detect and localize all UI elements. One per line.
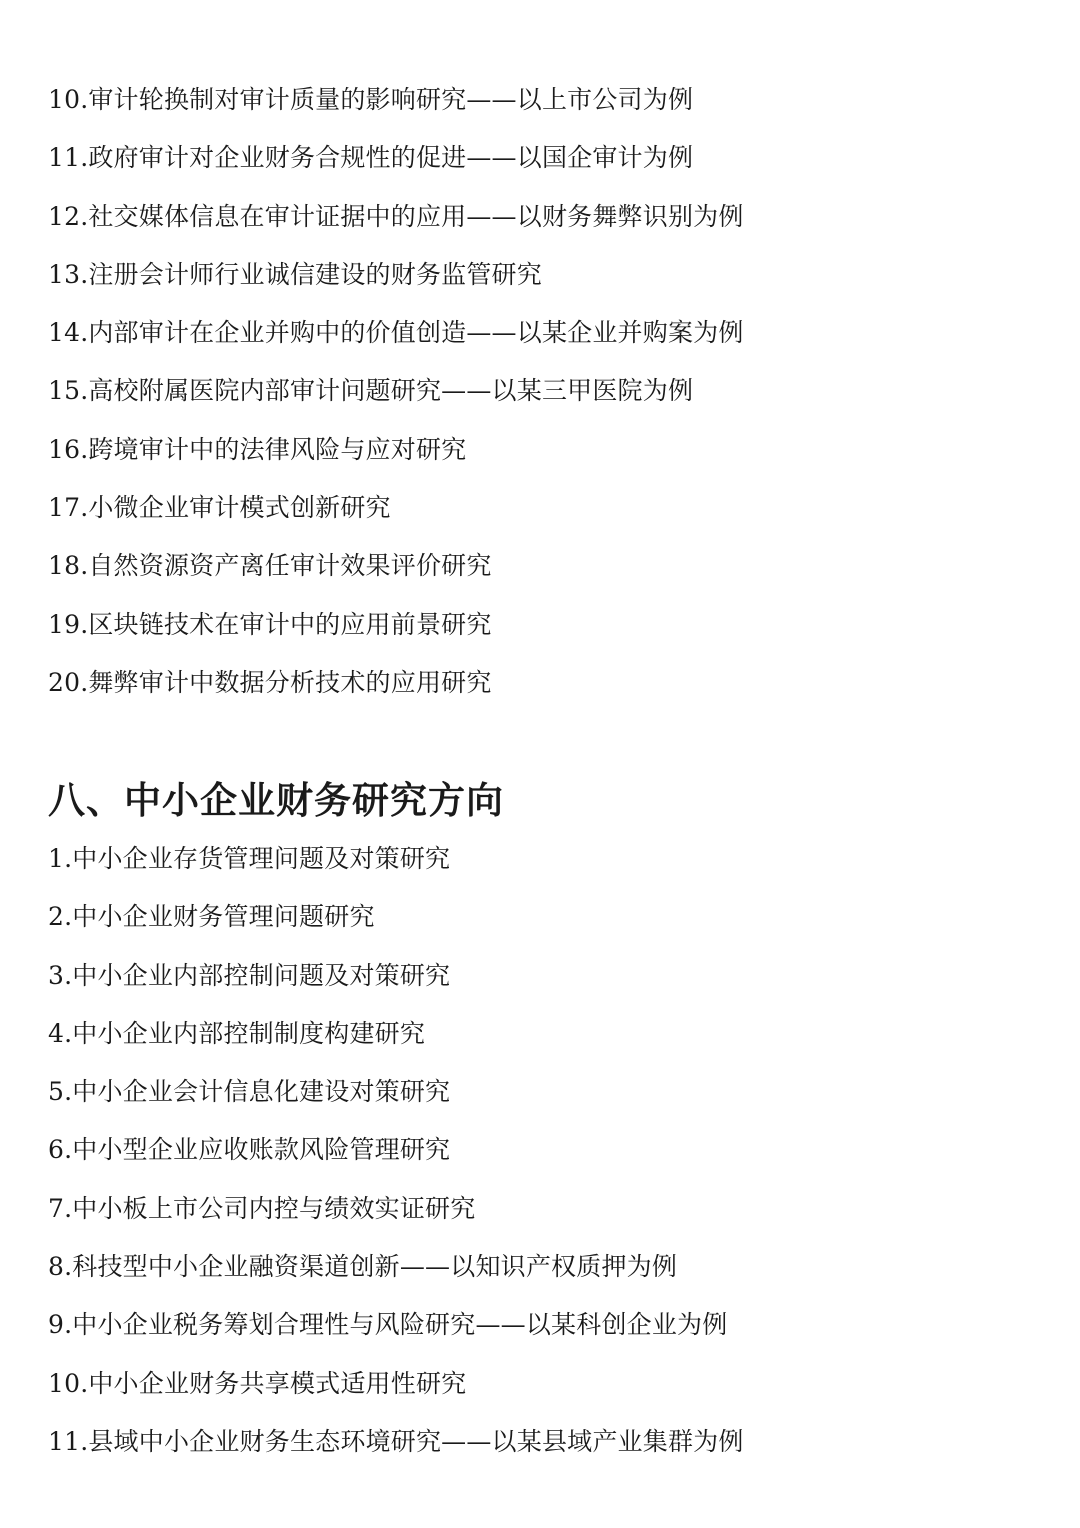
list-item: 10.审计轮换制对审计质量的影响研究——以上市公司为例: [48, 85, 694, 114]
list-item: 19.区块链技术在审计中的应用前景研究: [48, 609, 492, 639]
list-item: 10.中小企业财务共享模式适用性研究: [48, 1368, 467, 1398]
list-item: 12.社交媒体信息在审计证据中的应用——以财务舞弊识别为例: [48, 201, 744, 231]
list-item: 3.中小企业内部控制问题及对策研究: [48, 960, 451, 990]
list-item: 13.注册会计师行业诚信建设的财务监管研究: [48, 259, 542, 289]
list-item: 5.中小企业会计信息化建设对策研究: [48, 1077, 451, 1107]
list-item: 17.小微企业审计模式创新研究: [48, 493, 391, 523]
list-item: 14.内部审计在企业并购中的价值创造——以某企业并购案为例: [48, 318, 744, 348]
list-item: 8.科技型中小企业融资渠道创新——以知识产权质押为例: [48, 1252, 678, 1282]
list-item: 9.中小企业税务筹划合理性与风险研究——以某科创企业为例: [48, 1310, 728, 1340]
list-item: 20.舞弊审计中数据分析技术的应用研究: [48, 667, 492, 697]
list-item: 7.中小板上市公司内控与绩效实证研究: [48, 1193, 476, 1223]
sme-finance-topic-list: [48, 837, 744, 1478]
list-item: 1.中小企业存货管理问题及对策研究: [48, 844, 451, 873]
list-item: 11.县域中小企业财务生态环境研究——以某县域产业集群为例: [48, 1426, 744, 1456]
list-item: 18.自然资源资产离任审计效果评价研究: [48, 551, 492, 581]
list-item: 16.跨境审计中的法律风险与应对研究: [48, 434, 467, 464]
audit-topic-list: [48, 78, 744, 719]
list-item: 15.高校附属医院内部审计问题研究——以某三甲医院为例: [48, 376, 694, 406]
list-item: 4.中小企业内部控制制度构建研究: [48, 1018, 426, 1048]
list-item: 6.中小型企业应收账款风险管理研究: [48, 1135, 451, 1165]
list-item: 2.中小企业财务管理问题研究: [48, 902, 375, 932]
list-item: 11.政府审计对企业财务合规性的促进——以国企审计为例: [48, 143, 694, 173]
section-heading: 八、中小企业财务研究方向: [48, 778, 504, 822]
